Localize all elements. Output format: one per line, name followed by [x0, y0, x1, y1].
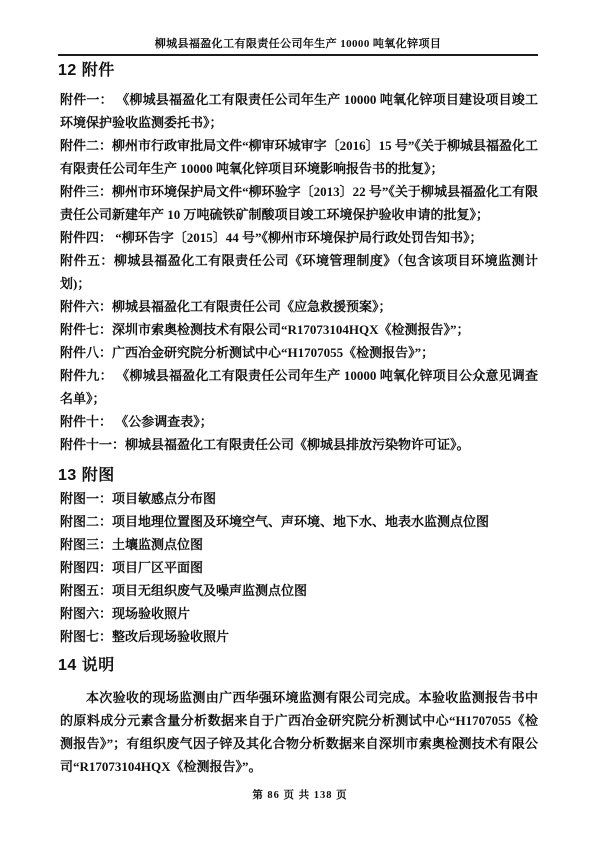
attachment-item-1: 附件一： 《柳城县福盈化工有限责任公司年生产 10000 吨氧化锌项目建设项目竣工环境保护验收监测委托书》；: [60, 92, 538, 130]
attachment-item-9: 附件九： 《柳城县福盈化工有限责任公司年生产 10000 吨氧化锌项目公众意见调查名单》；: [60, 368, 538, 406]
attachment-item-11: 附件十一：柳城县福盈化工有限责任公司《柳城县排放污染物许可证》。: [60, 437, 470, 452]
page-content: [60, 60, 538, 778]
page-footer: [0, 787, 600, 802]
attachment-item-4: 附件四： “柳环告字〔2015〕44 号”《柳州市环境保护局行政处罚告知书》；: [60, 230, 483, 245]
attachment-item-10: 附件十： 《公参调查表》；: [60, 414, 213, 429]
attachment-item-3: 附件三：柳州市环境保护局文件“柳环验字〔2013〕22 号”《关于柳城县福盈化工有限责任公司新建年产 10 万吨硫铁矿制酸项目竣工环境保护验收申请的批复》；: [60, 184, 538, 222]
attachment-item-2: 附件二：柳州市行政审批局文件“柳审环城审字〔2016〕15 号”《关于柳城县福盈化工有限责任公司年生产 10000 吨氧化锌项目环境影响报告书的批复》；: [60, 138, 538, 176]
notes-paragraph: 本次验收的现场监测由广西华强环境监测有限公司完成。本验收监测报告书中的原料成分元素含量分析数据来自于广西冶金研究院分析测试中心“H1707055《检测报告》”；有组织废气因子锌及其化合物分析数据来自深圳市索奥检测技术有限公司“R17073104HQX《检测报告》”。: [60, 690, 538, 774]
figure-item-7: 附图七：整改后现场验收照片: [60, 629, 230, 644]
attachment-item-5: 附件五：柳城县福盈化工有限责任公司《环境管理制度》（包含该项目环境监测计划)；: [60, 253, 538, 291]
figure-item-3: 附图三：土壤监测点位图: [60, 537, 204, 552]
figure-item-5: 附图五：项目无组织废气及噪声监测点位图: [60, 583, 308, 598]
running-header-title: 柳城县福盈化工有限责任公司年生产 10000 吨氧化锌项目: [154, 38, 442, 50]
section-attachments-heading: 12 附件: [58, 62, 115, 79]
section-figures-heading: 13 附图: [58, 467, 115, 484]
attachment-item-8: 附件八：广西冶金研究院分析测试中心“H1707055《检测报告》”；: [60, 345, 435, 360]
page-number: 第 86 页 共 138 页: [252, 790, 348, 801]
figure-item-1: 附图一：项目敏感点分布图: [60, 491, 217, 506]
running-header: [58, 0, 538, 56]
figure-item-4: 附图四：项目厂区平面图: [60, 560, 204, 575]
section-notes-heading: 14 说明: [58, 657, 115, 674]
figure-item-6: 附图六：现场验收照片: [60, 606, 191, 621]
figure-item-2: 附图二：项目地理位置图及环境空气、声环境、地下水、地表水监测点位图: [60, 514, 490, 529]
attachment-item-6: 附件六：柳城县福盈化工有限责任公司《应急救援预案》；: [60, 299, 392, 314]
attachment-item-7: 附件七：深圳市索奥检测技术有限公司“R17073104HQX《检测报告》”；: [60, 322, 470, 337]
